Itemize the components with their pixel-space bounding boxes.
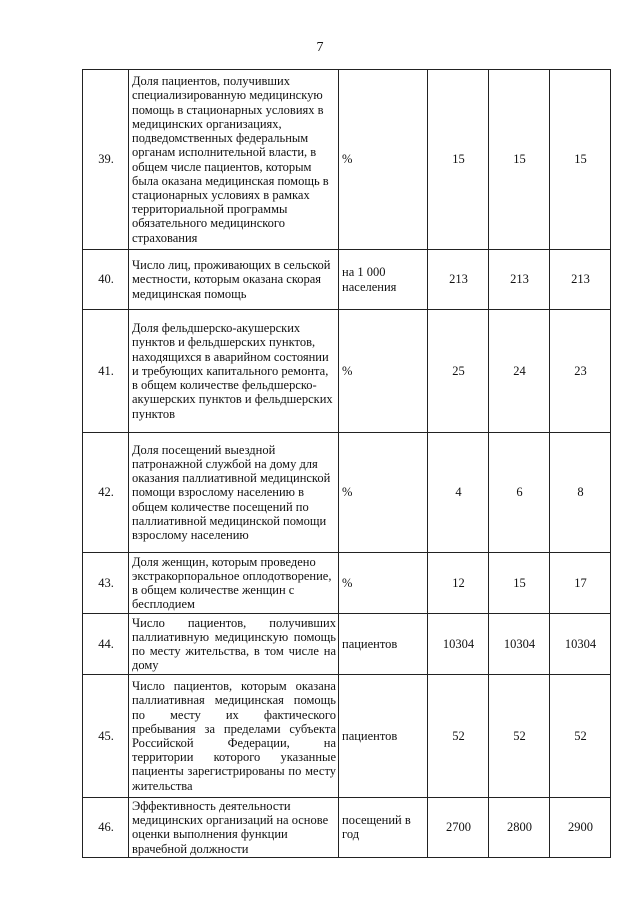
unit-of-measure: % [339,70,428,250]
unit-of-measure: посещений в год [339,798,428,858]
unit-of-measure: % [339,310,428,433]
indicator-description: Доля пациентов, получивших специализированную медицинскую помощь в стационарных условиях в медицинских организациях, подведомственных федеральным органам исполнительной власти, в общем числе пациентов, которым была оказана медицинская помощь в стационарных условиях в рамках территориальной программы обязательного медицинского страхования [129,70,339,250]
row-number: 41. [83,310,129,433]
unit-of-measure: % [339,433,428,553]
value-year-1: 2700 [428,798,489,858]
row-number: 42. [83,433,129,553]
unit-of-measure: на 1 000 населения [339,250,428,310]
value-year-2: 10304 [489,614,550,675]
value-year-1: 213 [428,250,489,310]
value-year-3: 8 [550,433,611,553]
value-year-3: 2900 [550,798,611,858]
value-year-3: 52 [550,675,611,798]
value-year-1: 4 [428,433,489,553]
value-year-3: 213 [550,250,611,310]
indicator-description: Эффективность деятельности медицинских организаций на основе оценки выполнения функции врачебной должности [129,798,339,858]
row-number: 46. [83,798,129,858]
indicator-description: Доля посещений выездной патронажной службой на дому для оказания паллиативной медицинской помощи взрослому населению в общем количестве посещений по паллиативной медицинской помощи взрослому населению [129,433,339,553]
row-number: 45. [83,675,129,798]
indicator-description: Число пациентов, получивших паллиативную медицинскую помощь по месту жительства, в том числе на дому [129,614,339,675]
indicator-description: Доля женщин, которым проведено экстракорпоральное оплодотворение, в общем количестве женщин с бесплодием [129,553,339,614]
indicator-description: Доля фельдшерско-акушерских пунктов и фельдшерских пунктов, находящихся в аварийном состоянии и требующих капитального ремонта, в общем количестве фельдшерско-акушерских пунктов и фельдшерских пунктов [129,310,339,433]
indicator-description: Число пациентов, которым оказана паллиативная медицинская помощь по месту их фактического пребывания за пределами субъекта Российской Федерации, на территории которого указанные пациенты зарегистрированы по месту жительства [129,675,339,798]
indicator-description: Число лиц, проживающих в сельской местности, которым оказана скорая медицинская помощь [129,250,339,310]
value-year-1: 25 [428,310,489,433]
value-year-2: 52 [489,675,550,798]
value-year-3: 23 [550,310,611,433]
unit-of-measure: пациентов [339,614,428,675]
unit-of-measure: % [339,553,428,614]
table-row [83,675,611,798]
row-number: 44. [83,614,129,675]
table-row [83,70,611,250]
value-year-1: 12 [428,553,489,614]
indicators-table [82,69,611,858]
table-row [83,553,611,614]
row-number: 40. [83,250,129,310]
unit-of-measure: пациентов [339,675,428,798]
value-year-3: 10304 [550,614,611,675]
page-number: 7 [316,40,324,55]
value-year-3: 15 [550,70,611,250]
value-year-2: 6 [489,433,550,553]
value-year-2: 213 [489,250,550,310]
value-year-3: 17 [550,553,611,614]
value-year-2: 15 [489,553,550,614]
value-year-1: 15 [428,70,489,250]
table-row [83,614,611,675]
table-row [83,798,611,858]
table-row [83,310,611,433]
table-row [83,250,611,310]
table-row [83,433,611,553]
row-number: 43. [83,553,129,614]
value-year-1: 10304 [428,614,489,675]
value-year-2: 2800 [489,798,550,858]
value-year-2: 24 [489,310,550,433]
row-number: 39. [83,70,129,250]
value-year-1: 52 [428,675,489,798]
value-year-2: 15 [489,70,550,250]
